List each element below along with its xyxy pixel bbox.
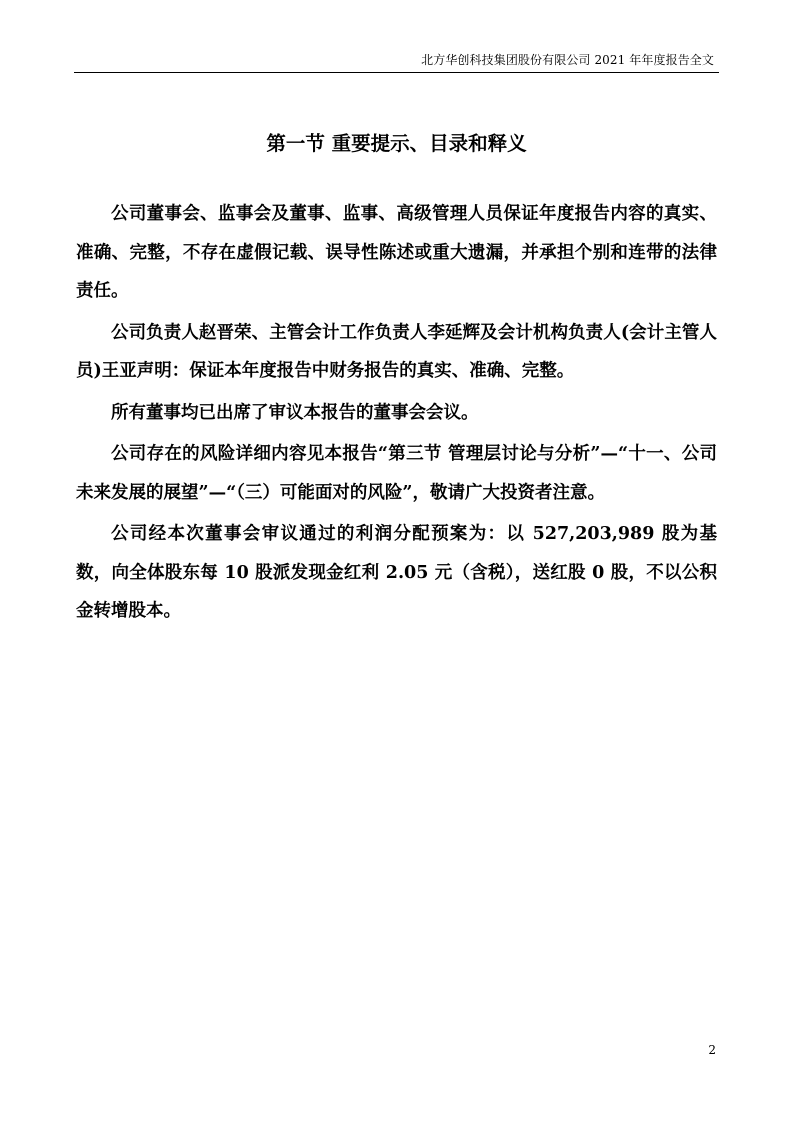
body-text (76, 195, 717, 634)
paragraph-risk-notice: 公司存在的风险详细内容见本报告“第三节 管理层讨论与分析”—“十一、公司未来发展的展望”—“（三）可能面对的风险”，敬请广大投资者注意。 (76, 444, 717, 503)
running-header: 北方华创科技集团股份有限公司 2021 年年度报告全文 (421, 53, 714, 67)
section-title: 第一节 重要提示、目录和释义 (266, 132, 527, 155)
paragraph-profit-distribution: 公司经本次董事会审议通过的利润分配预案为：以 527,203,989 股为基数，向全体股东每 10 股派发现金红利 2.05 元（含税），送红股 0 股，不以公积金转增股本。 (76, 524, 717, 621)
paragraph-director-attendance: 所有董事均已出席了审议本报告的董事会会议。 (111, 402, 479, 423)
paragraph-board-guarantee: 公司董事会、监事会及董事、监事、高级管理人员保证年度报告内容的真实、准确、完整，不存在虚假记载、误导性陈述或重大遗漏，并承担个别和连带的法律责任。 (76, 204, 717, 301)
paragraph-officer-statement: 公司负责人赵晋荣、主管会计工作负责人李延辉及会计机构负责人(会计主管人员)王亚声明：保证本年度报告中财务报告的真实、准确、完整。 (76, 322, 717, 381)
page-number: 2 (708, 1043, 716, 1057)
header-divider (74, 72, 719, 73)
